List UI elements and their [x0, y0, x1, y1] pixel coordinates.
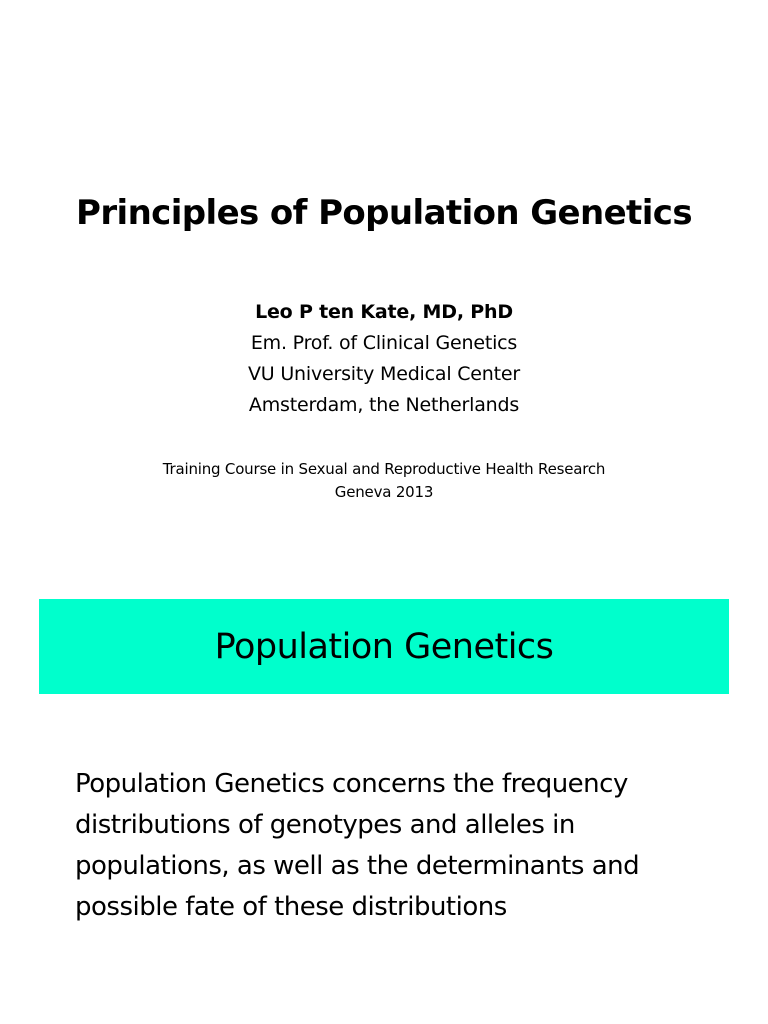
- course-location-year: Geneva 2013: [334, 483, 434, 501]
- body-line: possible fate of these distributions: [75, 892, 507, 922]
- author-name: Leo P ten Kate, MD, PhD: [255, 301, 513, 323]
- author-affiliation-line: Amsterdam, the Netherlands: [248, 394, 520, 416]
- body-line: populations, as well as the determinants and: [75, 851, 640, 881]
- course-name: Training Course in Sexual and Reproductive Health Research: [162, 460, 606, 478]
- heading-banner: [39, 599, 729, 694]
- author-affiliation-line: VU University Medical Center: [247, 363, 520, 385]
- slide-title-heading: Principles of Population Genetics: [76, 193, 692, 233]
- slide-heading: Population Genetics: [214, 626, 554, 667]
- author-block: [0, 297, 768, 421]
- course-block: [0, 458, 768, 504]
- body-paragraph: [75, 764, 735, 928]
- body-line: distributions of genotypes and alleles in: [75, 810, 575, 840]
- slide-population-genetics: [0, 576, 768, 1024]
- body-line: Population Genetics concerns the frequency: [75, 769, 628, 799]
- author-affiliation-line: Em. Prof. of Clinical Genetics: [250, 332, 518, 354]
